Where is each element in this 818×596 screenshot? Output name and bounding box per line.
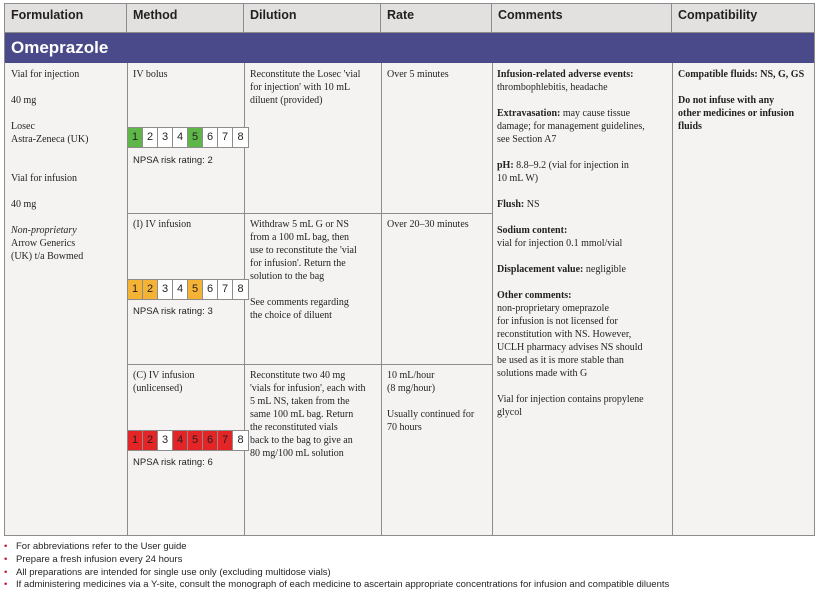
risk-box: 8 <box>233 128 248 147</box>
formulation-cell <box>11 68 125 263</box>
dilution-text: Reconstitute two 40 mg <box>250 370 346 381</box>
adverse-events-text: thrombophlebitis, headache <box>497 82 608 93</box>
ph-line <box>497 159 671 172</box>
extravasation-text: damage; for management guidelines, <box>497 121 645 132</box>
risk-box: 4 <box>173 128 188 147</box>
flush-line <box>497 198 671 211</box>
footnote-item <box>4 554 814 567</box>
dilution-cell <box>250 218 380 322</box>
footnotes <box>4 541 814 592</box>
ph-title: pH: <box>497 160 514 171</box>
ph-text: 8.8–9.2 (vial for injection in <box>516 160 629 171</box>
risk-box: 5 <box>188 431 203 450</box>
risk-box: 3 <box>158 280 173 299</box>
bullet-icon: • <box>4 579 8 591</box>
risk-box: 8 <box>233 280 248 299</box>
formulation-text: Vial for injection <box>11 69 80 80</box>
dilution-text: Withdraw 5 mL G or NS <box>250 219 349 230</box>
header-rate: Rate <box>381 4 492 33</box>
risk-box: 5 <box>188 128 203 147</box>
method-name-line: (unlicensed) <box>133 383 183 394</box>
method-name-line: IV bolus <box>133 69 168 80</box>
method-name <box>133 218 241 231</box>
other-comments-text: solutions made with G <box>497 368 588 379</box>
compatible-fluids-title: Compatible fluids: <box>678 69 758 80</box>
footnote-item <box>4 567 814 580</box>
formulation-text: 40 mg <box>11 199 37 210</box>
dilution-text: solution to the bag <box>250 271 325 282</box>
other-comments-text: UCLH pharmacy advises NS should <box>497 342 643 353</box>
risk-box: 1 <box>128 280 143 299</box>
compatibility-cell <box>678 68 814 133</box>
dilution-text: Reconstitute the Losec 'vial <box>250 69 361 80</box>
dilution-text: back to the bag to give an <box>250 435 353 446</box>
risk-box: 2 <box>143 280 158 299</box>
formulation-text: (UK) t/a Bowmed <box>11 251 84 262</box>
compatibility-warning: other medicines or infusion <box>678 108 795 119</box>
method-name-line: (I) IV infusion <box>133 219 192 230</box>
dilution-text: for injection' with 10 mL <box>250 82 351 93</box>
extravasation-line <box>497 107 671 120</box>
formulation-text: Astra-Zeneca (UK) <box>11 134 89 145</box>
risk-box: 8 <box>233 431 248 450</box>
adverse-events-title: Infusion-related adverse events: <box>497 69 634 80</box>
dilution-text: the choice of diluent <box>250 310 332 321</box>
risk-box: 4 <box>173 280 188 299</box>
dilution-cell <box>250 369 380 460</box>
compatibility-warning: Do not infuse with any <box>678 95 775 106</box>
displacement-text: negligible <box>585 264 626 275</box>
row-divider <box>127 364 492 365</box>
dilution-text: diluent (provided) <box>250 95 323 106</box>
method-name-line: (C) IV infusion <box>133 370 195 381</box>
dilution-cell <box>250 68 380 107</box>
risk-box: 6 <box>203 128 218 147</box>
bullet-icon: • <box>4 553 8 565</box>
comments-cell <box>497 68 671 419</box>
compatibility-warning: fluids <box>678 121 702 132</box>
other-comments-text: be used as it is more stable than <box>497 355 624 366</box>
risk-rating-label: NPSA risk rating: 3 <box>133 306 213 317</box>
risk-box: 3 <box>158 431 173 450</box>
header-formulation: Formulation <box>5 4 127 33</box>
header-dilution: Dilution <box>244 4 381 33</box>
footnote-text: Prepare a fresh infusion every 24 hours <box>16 553 183 565</box>
displacement-title: Displacement value: <box>497 264 584 275</box>
risk-box: 6 <box>203 280 218 299</box>
risk-rating-label: NPSA risk rating: 6 <box>133 457 213 468</box>
rate-cell <box>387 68 491 81</box>
risk-box: 1 <box>128 128 143 147</box>
risk-strip <box>127 430 249 451</box>
dilution-text: See comments regarding <box>250 297 349 308</box>
grid-line <box>381 63 382 535</box>
other-comments-title: Other comments: <box>497 290 572 301</box>
risk-box: 7 <box>218 431 233 450</box>
displacement-line <box>497 263 671 276</box>
formulation-text: Losec <box>11 121 35 132</box>
grid-line <box>672 63 673 535</box>
rate-text: (8 mg/hour) <box>387 383 436 394</box>
row-divider <box>127 213 492 214</box>
risk-strip <box>127 279 249 300</box>
footnote-item <box>4 541 814 554</box>
compatible-fluids-text: NS, G, GS <box>760 69 805 80</box>
footnote-text: All preparations are intended for single use only (excluding multidose vials) <box>16 566 331 578</box>
vial-note-text: Vial for injection contains propylene <box>497 394 644 405</box>
extravasation-title: Extravasation: <box>497 108 561 119</box>
method-name <box>133 68 241 81</box>
other-comments-text: reconstitution with NS. However, <box>497 329 632 340</box>
formulation-text: Arrow Generics <box>11 238 76 249</box>
bullet-icon: • <box>4 566 8 578</box>
rate-text: 70 hours <box>387 422 422 433</box>
risk-box: 5 <box>188 280 203 299</box>
other-comments-text: for infusion is not licensed for <box>497 316 618 327</box>
risk-box: 6 <box>203 431 218 450</box>
header-compatibility: Compatibility <box>678 8 758 22</box>
extravasation-text: see Section A7 <box>497 134 557 145</box>
dilution-text: for infusion'. Return the <box>250 258 346 269</box>
grid-line <box>492 63 493 535</box>
formulation-text: Non-proprietary <box>11 225 77 236</box>
formulation-text: 40 mg <box>11 95 37 106</box>
risk-box: 7 <box>218 280 233 299</box>
formulation-text: Vial for infusion <box>11 173 78 184</box>
method-name <box>133 369 241 395</box>
rate-text: Over 20–30 minutes <box>387 219 469 230</box>
risk-box: 1 <box>128 431 143 450</box>
risk-strip <box>127 127 249 148</box>
risk-rating-label: NPSA risk rating: 2 <box>133 155 213 166</box>
header-method: Method <box>127 4 244 33</box>
dilution-text: the reconstituted vials <box>250 422 338 433</box>
rate-text: Over 5 minutes <box>387 69 449 80</box>
dilution-text: 80 mg/100 mL solution <box>250 448 344 459</box>
dilution-text: same 100 mL bag. Return <box>250 409 354 420</box>
sodium-title: Sodium content: <box>497 225 568 236</box>
rate-text: Usually continued for <box>387 409 475 420</box>
risk-box: 4 <box>173 431 188 450</box>
risk-box: 3 <box>158 128 173 147</box>
dilution-text: from a 100 mL bag, then <box>250 232 350 243</box>
risk-box: 7 <box>218 128 233 147</box>
vial-note-text: glycol <box>497 407 522 418</box>
table-header <box>5 4 814 33</box>
rate-cell <box>387 218 491 231</box>
drug-title: Omeprazole <box>5 33 814 63</box>
extravasation-text: may cause tissue <box>562 108 631 119</box>
monograph-table <box>4 3 815 536</box>
rate-text: 10 mL/hour <box>387 370 435 381</box>
flush-title: Flush: <box>497 199 525 210</box>
rate-cell <box>387 369 491 434</box>
risk-box: 2 <box>143 128 158 147</box>
other-comments-text: non-proprietary omeprazole <box>497 303 609 314</box>
compatible-fluids-line <box>678 68 814 81</box>
flush-text: NS <box>526 199 540 210</box>
risk-box: 2 <box>143 431 158 450</box>
dilution-text: 5 mL NS, taken from the <box>250 396 350 407</box>
sodium-text: vial for injection 0.1 mmol/vial <box>497 238 623 249</box>
bullet-icon: • <box>4 541 8 552</box>
footnote-text: If administering medicines via a Y-site, consult the monograph of each medicine to ascertain appropriate concentrations for infusion and compatible diluents <box>16 579 670 591</box>
ph-text: 10 mL W) <box>497 173 539 184</box>
footnote-item <box>4 579 814 592</box>
footnote-text: For abbreviations refer to the User guide <box>16 541 187 552</box>
dilution-text: use to reconstitute the 'vial <box>250 245 357 256</box>
dilution-text: 'vials for infusion', each with <box>250 383 366 394</box>
header-comments: Comments <box>492 4 672 33</box>
